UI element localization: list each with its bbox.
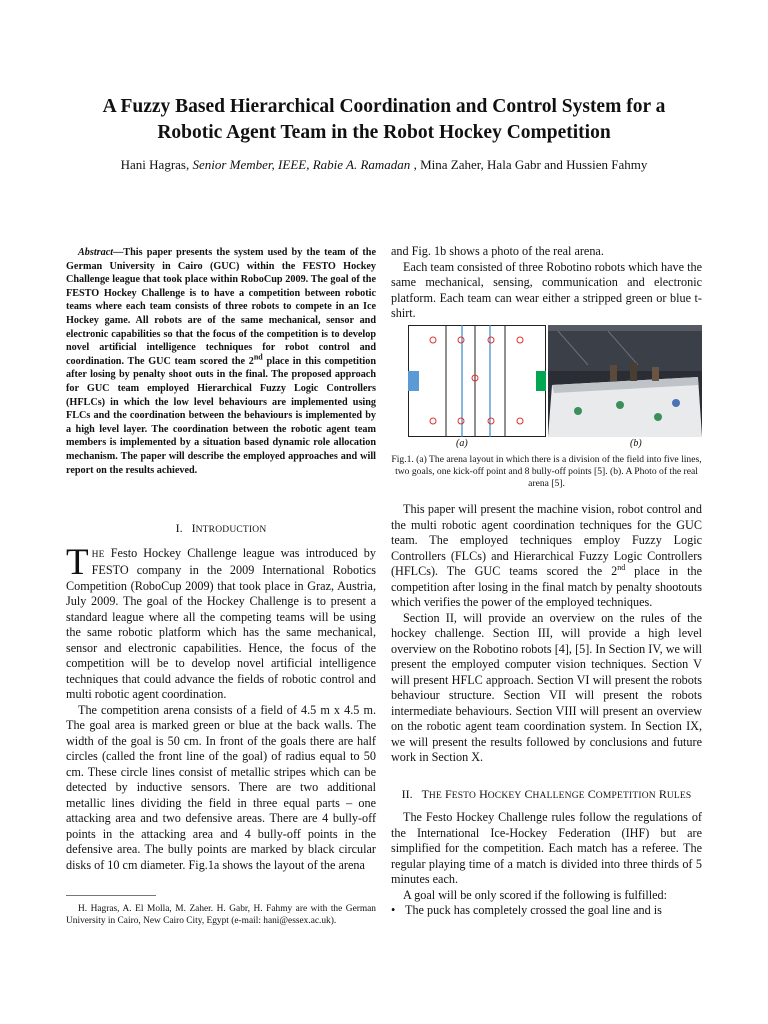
bullet-item [391, 903, 702, 919]
heading-small: OCKEY [487, 790, 522, 801]
paper-title [40, 94, 728, 146]
abstract-lead: Abstract [78, 247, 114, 258]
heading-small: ULES [666, 790, 692, 801]
first-word: HE [91, 549, 105, 560]
section-1-numeral: I. [175, 521, 183, 535]
section-1-heading-cap: I [191, 521, 196, 535]
section-2-heading [391, 787, 702, 805]
arena-border [409, 326, 546, 437]
abstract-text: This paper presents the system used by the team of the German University in Cairo (GUC) within the FESTO Hockey Challenge league that took place within RoboCup 2009. The goal of the FESTO Hockey Challenge is to have a competition between robotic teams where each team consists of three robots to compete in an Ice Hockey game. All robots are of the same mechanical, sensor and electronic capabilities so that the focus of the competition is to develop novel artificial intelligence techniques for robot control and coordination. The GUC team scored the 2 [66, 247, 376, 367]
footnote: H. Hagras, A. El Molla, M. Zaher. H. Gabr, H. Fahmy are with the German University in Cairo, New Cairo City, Egypt (e-mail: hani@essex.ac.uk). [66, 904, 376, 926]
subfigure-label-b: (b) [630, 438, 642, 449]
other-authors: , Mina Zaher, Hala Gabr and Hussien Fahmy [410, 157, 648, 172]
title-line-1: A Fuzzy Based Hierarchical Coordination and Control System for a [102, 96, 666, 117]
section-1 [66, 521, 376, 873]
title-line-2: Robotic Agent Team in the Robot Hockey Competition [157, 122, 611, 143]
paragraph-2-sup: nd [617, 562, 626, 572]
spectator [652, 367, 659, 381]
heading-small: HE [428, 790, 442, 801]
abstract-dash: — [113, 247, 124, 258]
abstract-text-2: place in this competition after losing by penalty shoot outs in the final. The proposed approach for GUC team employed Hierarchical Fuzzy Logic Controllers (HFLCs) in which the low level behaviours are implemented using FLCs and the coordination between the behaviours is implemented by a high level layer. The coordination between the robotic agent team members is implemented by a situation based dynamic role allocation mechanism. The paper will describe the employed approaches and will report on the results achieved. [66, 355, 376, 476]
figure-1 [408, 325, 702, 449]
right-paragraph-0: and Fig. 1b shows a photo of the real arena. [391, 244, 604, 258]
right-paragraph-3: Section II, will provide an overview on the rules of the hockey challenge. Section III, will provide a high level overview on the Robotino robots [4], [5]. In Section IV, we will present the employed computer vision techniques. Section V will present HFLC approach. Section VI will present the robots behaviour structure. Section VII will present the robots intermediate behaviours. Section VIII will present an overview on the robotic agent team coordination system. In Section IX, we will present the results followed by conclusions and future work in Section X. [391, 610, 702, 764]
subfigure-label-a: (a) [456, 438, 468, 449]
section-1-paragraph-2: The competition arena consists of a field of 4.5 m x 4.5 m. The goal area is marked green or blue at the back walls. The width of the goal is 50 cm. In front of the goals there are half circles (called the front line of the goal) of radius equal to 50 cm. These circle lines consist of metallic stripes which can be detected by inductive sensors. There are two additional metallic lines dividing the field in three equal parts – one attacking area and two defensive areas. There are 4 bully-off points in the attacking area and 4 bully-off points in the defensive area. The bully points are marked by black circular disks of 10 cm diameter. Fig.1a shows the layout of the arena [66, 702, 376, 872]
right-paragraph-5: A goal will be only scored if the following is fulfilled: [403, 887, 668, 902]
bullet-text: The puck has completely crossed the goal line and is [405, 903, 662, 917]
author-2: , Rabie A. Ramadan [306, 157, 411, 172]
heading-small: OMPETITION [595, 790, 656, 801]
right-paragraph-1: Each team consisted of three Robotino robots which have the same mechanical, sensing, communication and electronic platform. Each team can wear either a stripped green or blue t-shirt. [391, 259, 702, 320]
hall-ceiling [548, 325, 702, 371]
right-paragraph-2 [391, 502, 702, 611]
robot [616, 401, 624, 409]
paragraph-1-text: Festo Hockey Challenge league was introduced by FESTO company in the 2009 International Robotics Competition (RoboCup 2009) that took place in Graz, Austria, July 2009. The goal of the Hockey Challenge is to present a standard league where all the competing teams will be using the same robotic platform which has the same mechanical, sensor and electronic capabilities. Hence, the focus of the competition will be to develop novel artificial intelligence techniques that could advance the fields of robotic control and multi robotic agent coordination. [66, 545, 376, 701]
heading-cap: C [524, 786, 533, 801]
section-1-heading-rest: NTRODUCTION [195, 525, 267, 535]
arena-photo [548, 325, 702, 437]
heading-small: ESTO [451, 790, 477, 801]
author-1: Hani Hagras, [120, 157, 193, 172]
spectator [610, 365, 617, 381]
right-paragraph-4: The Festo Hockey Challenge rules follow the regulations of the International Ice-Hockey Federation (IHF) but are simplified for the competition. Each match has a referee. The regular playing time of a match is divided into three thirds of 5 minutes each. [391, 810, 702, 886]
figure-caption: Fig.1. (a) The arena layout in which there is a division of the field into five lines, two goals, one kick-off point and 8 bully-off points [5]. (b). A Photo of the real arena [5]. [391, 454, 702, 490]
heading-small: HALLENGE [532, 790, 585, 801]
robot [672, 399, 680, 407]
right-column-body [391, 502, 702, 919]
bullet-dot: • [391, 903, 396, 917]
spectator [630, 363, 637, 381]
abstract-sup: nd [253, 352, 263, 362]
footnote-rule [66, 895, 156, 896]
heading-cap: R [658, 786, 667, 801]
heading-cap: F [445, 786, 452, 801]
paragraph-2-text: This paper will present the machine vision, robot control and the multi robotic agent coordination techniques for the GUC team. The employed techniques employ Fuzzy Logic Controllers (FLCs) and Hierarchical Fuzzy Logic Controllers (HFLCs). The GUC teams scored the 2 [391, 502, 702, 578]
blue-goal [408, 371, 419, 391]
author-list [40, 157, 728, 173]
arena-layout-diagram [408, 325, 546, 437]
paragraph-2-text-2: place in the competition after losing in the final match by penalty shootouts which verifies the power of the employed techniques. [391, 564, 702, 609]
abstract [66, 246, 376, 477]
heading-cap: T [421, 786, 429, 801]
robot [654, 413, 662, 421]
heading-cap: C [587, 786, 596, 801]
heading-cap: H [479, 786, 488, 801]
author-1-role: Senior Member, IEEE [192, 157, 307, 172]
robot [574, 407, 582, 415]
green-goal [536, 371, 546, 391]
drop-cap: T [66, 541, 89, 583]
truss [548, 325, 702, 331]
section-2-numeral: II. [401, 786, 413, 801]
section-1-heading [66, 521, 376, 539]
section-1-paragraph-1 [66, 541, 376, 703]
right-column-top [391, 244, 702, 322]
